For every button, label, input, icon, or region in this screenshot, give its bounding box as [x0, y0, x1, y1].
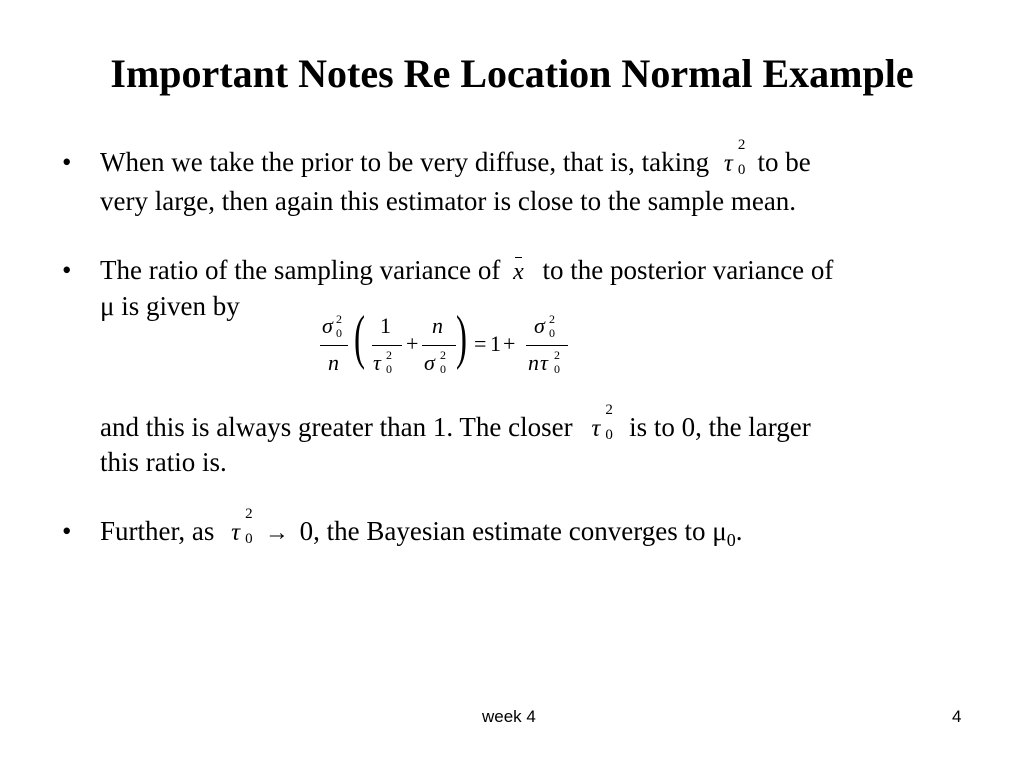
variance-ratio-formula [318, 303, 580, 383]
bullet-line: μ is given by [100, 291, 240, 321]
tau-zero-squared: τ 2 0 [591, 402, 613, 443]
bullet-body [100, 506, 743, 551]
formula-subscript: 0 [554, 362, 560, 376]
limit-zero: 0 [299, 516, 314, 546]
formula-exponent: 2 [554, 348, 560, 362]
formula-subscript: 0 [549, 326, 555, 340]
right-parenthesis: ) [456, 304, 467, 370]
bullet-line [100, 137, 811, 182]
formula-subscript: 0 [386, 362, 392, 376]
bullet-text: Further, as [100, 516, 215, 546]
formula-exponent: 2 [336, 312, 342, 326]
formula-one: 1 [490, 331, 501, 356]
fraction-bar [526, 345, 568, 346]
tau-zero-squared: τ 2 0 [231, 506, 253, 547]
formula-sigma: σ [424, 350, 435, 375]
formula-n: n [432, 313, 443, 338]
bullet-line: very large, then again this estimator is close to the sample mean. [100, 186, 797, 216]
bullet-text: to be [757, 147, 811, 177]
formula-n: n [328, 350, 339, 375]
bullet-line [100, 506, 743, 551]
formula-plus: + [406, 331, 419, 356]
formula-sigma: σ [322, 313, 333, 338]
bullet-marker: • [62, 147, 72, 177]
formula-sigma: σ [534, 313, 545, 338]
formula-tau: τ [540, 350, 548, 375]
bullet-body [100, 402, 811, 482]
footer-page-number: 4 [952, 707, 962, 726]
formula-exponent: 2 [386, 348, 392, 362]
bullet-text: , the Bayesian estimate converges to μ [313, 516, 727, 546]
bullet-marker: • [62, 516, 72, 546]
left-parenthesis: ( [354, 304, 365, 370]
bullet-line [100, 402, 811, 443]
footer-week: week 4 [482, 707, 536, 726]
formula-subscript: 0 [440, 362, 446, 376]
right-arrow-icon: → [264, 520, 289, 546]
formula-subscript: 0 [336, 326, 342, 340]
bullet-text: When we take the prior to be very diffuse, that is, taking [100, 147, 710, 177]
bullet-text: is to 0, the larger [629, 412, 811, 442]
formula-n: n [528, 350, 539, 375]
fraction-bar [422, 345, 456, 346]
bullet-text: and this is always greater than 1. The closer [100, 412, 573, 442]
x-bar-symbol: x [513, 253, 524, 292]
formula-plus: + [503, 331, 516, 356]
bullet-body [100, 137, 811, 221]
formula-equals: = [474, 331, 487, 356]
bullet-line [100, 251, 833, 290]
mu-subscript: 0 [726, 530, 736, 550]
bullet-text: to the posterior variance of [542, 255, 834, 285]
formula-exponent: 2 [440, 348, 446, 362]
fraction-bar [320, 345, 348, 346]
bullet-text: The ratio of the sampling variance of [100, 255, 501, 285]
bullet-marker: • [62, 255, 72, 285]
fraction-bar [372, 345, 402, 346]
formula-exponent: 2 [549, 312, 555, 326]
formula-one: 1 [380, 313, 391, 338]
tau-zero-squared: τ 2 0 [723, 137, 746, 178]
slide-title: Important Notes Re Location Normal Example [110, 51, 914, 96]
bullet-line: this ratio is. [100, 447, 227, 477]
formula-tau: τ [373, 350, 381, 375]
bullet-text: . [735, 516, 743, 546]
